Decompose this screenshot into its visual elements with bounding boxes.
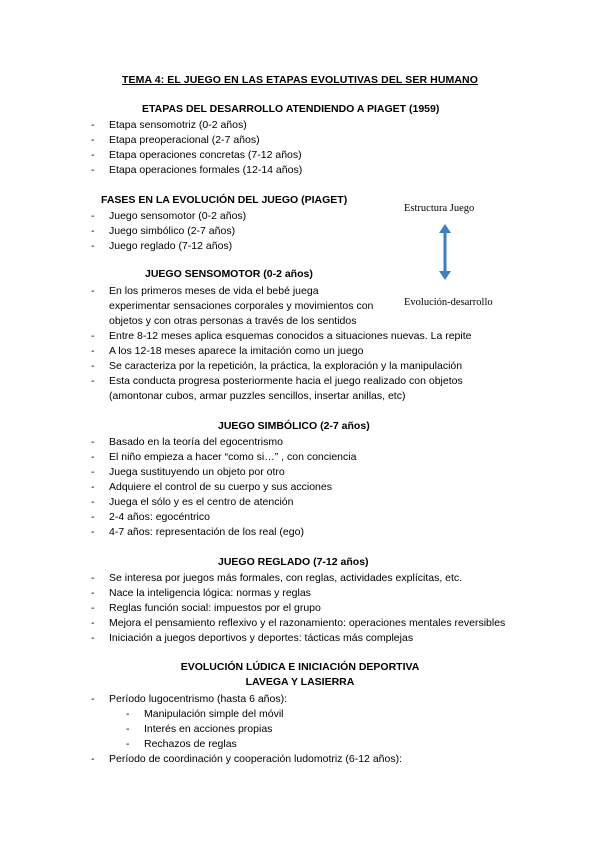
sub-list-item: - Interés en acciones propias: [91, 722, 402, 737]
list-item: - Etapa operaciones formales (12-14 años): [91, 163, 302, 178]
evolucion-subheading: LAVEGA Y LASIERRA: [245, 676, 355, 688]
evolucion-list: [91, 692, 402, 767]
list-item: - Adquiere el control de su cuerpo y sus acciones: [91, 480, 356, 495]
list-item: - Reglas función social: impuestos por el grupo: [91, 601, 505, 616]
double-arrow-icon: [436, 224, 454, 280]
diagram-top-label: Estructura Juego: [404, 203, 475, 214]
list-item: - Esta conducta progresa posteriormente hacia el juego realizado con objetos: [91, 374, 471, 389]
sub-list-item: - Rechazos de reglas: [91, 737, 402, 752]
list-item: - Etapa sensomotriz (0-2 años): [91, 118, 302, 133]
list-item-continuation: experimentar sensaciones corporales y movimientos con: [109, 300, 374, 312]
list-item: - Mejora el pensamiento reflexivo y el razonamiento: operaciones mentales reversibles: [91, 616, 505, 631]
list-item: - Juego sensomotor (0-2 años): [91, 209, 246, 224]
sensomotor-heading: JUEGO SENSOMOTOR (0-2 años): [145, 268, 313, 280]
list-item: - Se interesa por juegos más formales, con reglas, actividades explícitas, etc.: [91, 571, 505, 586]
sub-list-item: - Manipulación simple del móvil: [91, 707, 402, 722]
list-item: - El niño empieza a hacer “como si…” , con conciencia: [91, 450, 356, 465]
evolucion-heading: EVOLUCIÓN LÚDICA E INICIACIÓN DEPORTIVA: [180, 661, 420, 673]
list-item: - Período lugocentrismo (hasta 6 años):: [91, 692, 402, 707]
list-item: - Nace la inteligencia lógica: normas y reglas: [91, 586, 505, 601]
list-item: - Juega el sólo y es el centro de atención: [91, 495, 356, 510]
list-item-continuation: (amontonar cubos, armar puzzles sencillos, insertar anillas, etc): [109, 390, 406, 402]
etapas-heading: ETAPAS DEL DESARROLLO ATENDIENDO A PIAGET (1959): [142, 103, 440, 115]
sensomotor-list: [91, 284, 471, 404]
simbolico-list: [91, 435, 356, 540]
etapas-list: [91, 118, 302, 178]
list-item: - Juego simbólico (2-7 años): [91, 224, 246, 239]
list-item: - Se caracteriza por la repetición, la práctica, la exploración y la manipulación: [91, 359, 471, 374]
list-item: - Etapa preoperacional (2-7 años): [91, 133, 302, 148]
fases-list: [91, 209, 246, 254]
list-item: - Juega sustituyendo un objeto por otro: [91, 465, 356, 480]
reglado-list: [91, 571, 505, 646]
list-item: - 2-4 años: egocéntrico: [91, 510, 356, 525]
list-item: - Juego reglado (7-12 años): [91, 239, 246, 254]
document-title: TEMA 4: EL JUEGO EN LAS ETAPAS EVOLUTIVAS DEL SER HUMANO: [121, 74, 479, 86]
list-item: - Entre 8-12 meses aplica esquemas conocidos a situaciones nuevas. La repite: [91, 329, 471, 344]
list-item-continuation: objetos y con otras personas a través de los sentidos: [109, 315, 357, 327]
list-item: - En los primeros meses de vida el bebé juega: [91, 284, 471, 299]
list-item: - Iniciación a juegos deportivos y deportes: tácticas más complejas: [91, 631, 505, 646]
list-item: - 4-7 años: representación de los real (ego): [91, 525, 356, 540]
reglado-heading: JUEGO REGLADO (7-12 años): [218, 556, 369, 568]
fases-heading: FASES EN LA EVOLUCIÓN DEL JUEGO (PIAGET): [101, 194, 348, 206]
list-item: - Período de coordinación y cooperación ludomotriz (6-12 años):: [91, 752, 402, 767]
diagram-bottom-label: Evolución-desarrollo: [404, 297, 493, 308]
simbolico-heading: JUEGO SIMBÓLICO (2-7 años): [218, 420, 370, 432]
list-item: - Basado en la teoría del egocentrismo: [91, 435, 356, 450]
list-item: - Etapa operaciones concretas (7-12 años): [91, 148, 302, 163]
list-item: - A los 12-18 meses aparece la imitación como un juego: [91, 344, 471, 359]
